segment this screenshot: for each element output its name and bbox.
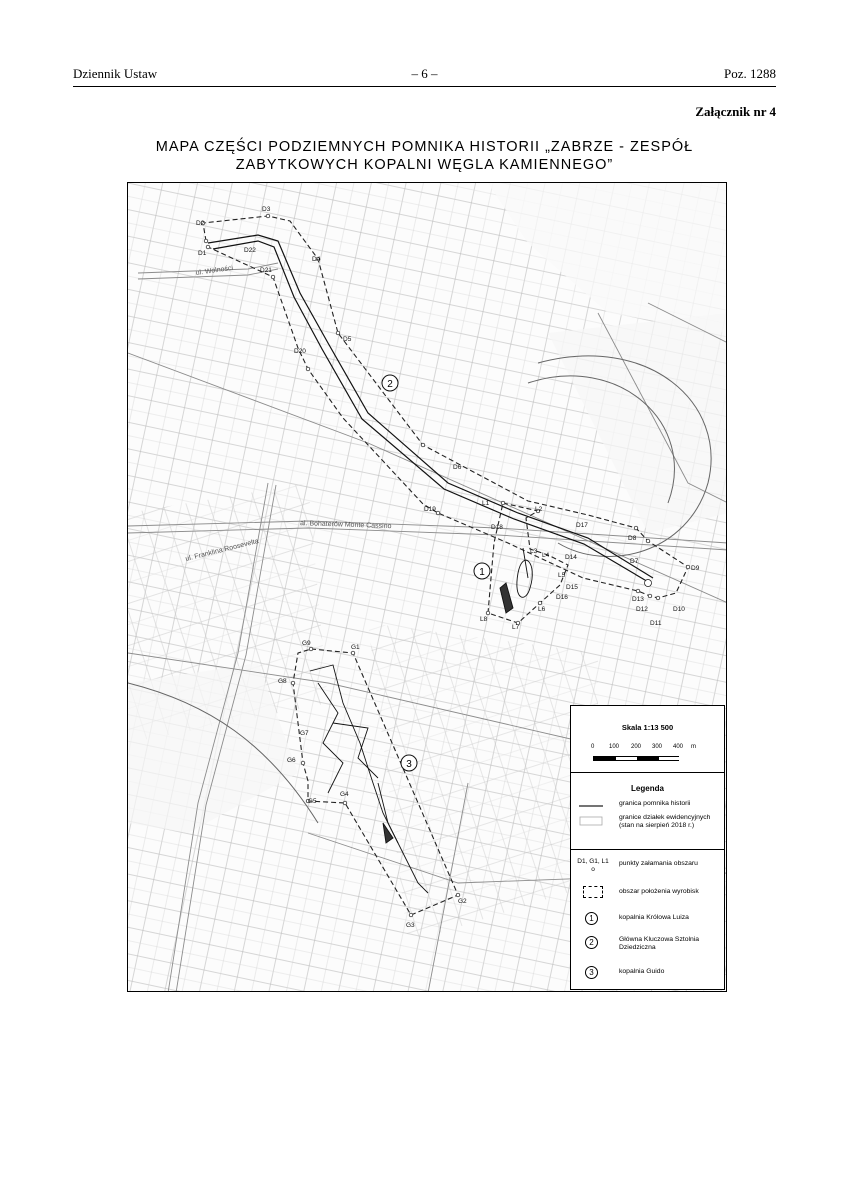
breakpoint-symbol-text: D1, G1, L1 — [577, 858, 609, 865]
label-D22: D22 — [244, 247, 256, 254]
label-D18: D18 — [491, 524, 503, 531]
scale-tick-100: 100 — [609, 744, 620, 750]
position-number: Poz. 1288 — [724, 66, 776, 81]
label-D3: D3 — [262, 206, 271, 213]
label-D9: D9 — [691, 565, 700, 572]
page-number: – 6 – — [411, 66, 438, 81]
label-D11: D11 — [650, 620, 662, 627]
label-L4: L4 — [542, 552, 550, 559]
breakpoint-symbol: D1, G1, L1 o — [577, 858, 609, 873]
label-D13: D13 — [632, 596, 644, 603]
label-D10: D10 — [673, 606, 685, 613]
label-D19: D19 — [424, 506, 436, 513]
label-G9: G9 — [302, 640, 311, 647]
label-G1: G1 — [351, 644, 360, 651]
scale-tick-0: 0 — [591, 744, 595, 750]
boundary-line-symbol — [579, 801, 603, 811]
circle-3-icon: 3 — [585, 966, 598, 979]
label-G2: G2 — [458, 898, 467, 905]
legend-separator-1 — [571, 772, 724, 773]
circle-1-icon: 1 — [585, 912, 598, 925]
annex-label: Załącznik nr 4 — [695, 104, 776, 119]
circle-2-icon: 2 — [585, 936, 598, 949]
label-D8: D8 — [628, 535, 637, 542]
street-roosevelta: ul. Franklina Roosevelta — [184, 537, 260, 563]
street-bohaterow: al. Bohaterów Monte Cassino — [299, 520, 392, 531]
label-G6: G6 — [287, 757, 296, 764]
marker-2: 2 — [387, 379, 393, 390]
label-L3: L3 — [530, 548, 538, 555]
label-G3: G3 — [406, 922, 415, 929]
legend-text-adit: Główna Kluczowa Sztolnia Dziedziczna — [619, 936, 700, 951]
scale-tick-300: 300 — [652, 744, 663, 750]
map-title-line-2: ZABYTKOWYCH KOPALNI WĘGLA KAMIENNEGO” — [235, 157, 614, 173]
label-D14: D14 — [565, 554, 577, 561]
legend-text-boundary: granica pomnika historii — [619, 800, 691, 807]
label-D7: D7 — [630, 558, 639, 565]
legend-text-mine-1: kopalnia Królowa Luiza — [619, 914, 689, 921]
label-L6: L6 — [538, 606, 546, 613]
label-D12: D12 — [636, 606, 648, 613]
label-D20: D20 — [294, 348, 306, 355]
street-wolnosci: ul. Wolności — [195, 264, 234, 277]
label-L8: L8 — [480, 616, 488, 623]
label-L1: L1 — [482, 500, 490, 507]
label-L7: L7 — [512, 624, 520, 631]
scale-title: Skala 1:13 500 — [621, 723, 674, 732]
label-D17: D17 — [576, 522, 588, 529]
label-D1: D1 — [198, 250, 207, 257]
label-D2: D2 — [196, 220, 205, 227]
legend-text-mine-3: kopalnia Guido — [619, 968, 665, 975]
map-title-line-1: MAPA CZĘŚCI PODZIEMNYCH POMNIKA HISTORII „ZABRZE - ZESPÓŁ — [155, 139, 694, 155]
workings-dashed-symbol — [583, 886, 603, 898]
label-L5: L5 — [558, 572, 566, 579]
label-D15: D15 — [566, 584, 578, 591]
parcel-symbol — [579, 816, 603, 826]
label-D4: D4 — [312, 256, 321, 263]
scale-tick-400: 400 — [673, 744, 684, 750]
legend-separator-2 — [571, 849, 724, 850]
label-D16: D16 — [556, 594, 568, 601]
scale-bar — [593, 756, 679, 761]
journal-name: Dziennik Ustaw — [73, 66, 158, 81]
legend-title: Legenda — [631, 784, 664, 793]
legend-text-workings: obszar położenia wyrobisk — [619, 888, 699, 895]
label-G5: G5 — [308, 798, 317, 805]
label-L2: L2 — [535, 506, 543, 513]
marker-1: 1 — [479, 567, 485, 578]
scale-unit: m — [691, 744, 696, 750]
label-D21: D21 — [260, 267, 272, 274]
legend-text-parcels: granice działek ewidencyjnych (stan na sierpień 2018 r.) — [619, 814, 711, 829]
label-G4: G4 — [340, 791, 349, 798]
header-rule — [73, 86, 776, 87]
label-D6: D6 — [453, 464, 462, 471]
label-D5: D5 — [343, 336, 352, 343]
scale-tick-200: 200 — [631, 744, 642, 750]
label-G7: G7 — [300, 730, 309, 737]
legend-box — [570, 705, 725, 990]
map-title — [0, 138, 849, 174]
label-G8: G8 — [278, 678, 287, 685]
legend-text-breakpoints: punkty załamania obszaru — [619, 860, 698, 867]
marker-3: 3 — [406, 759, 412, 770]
